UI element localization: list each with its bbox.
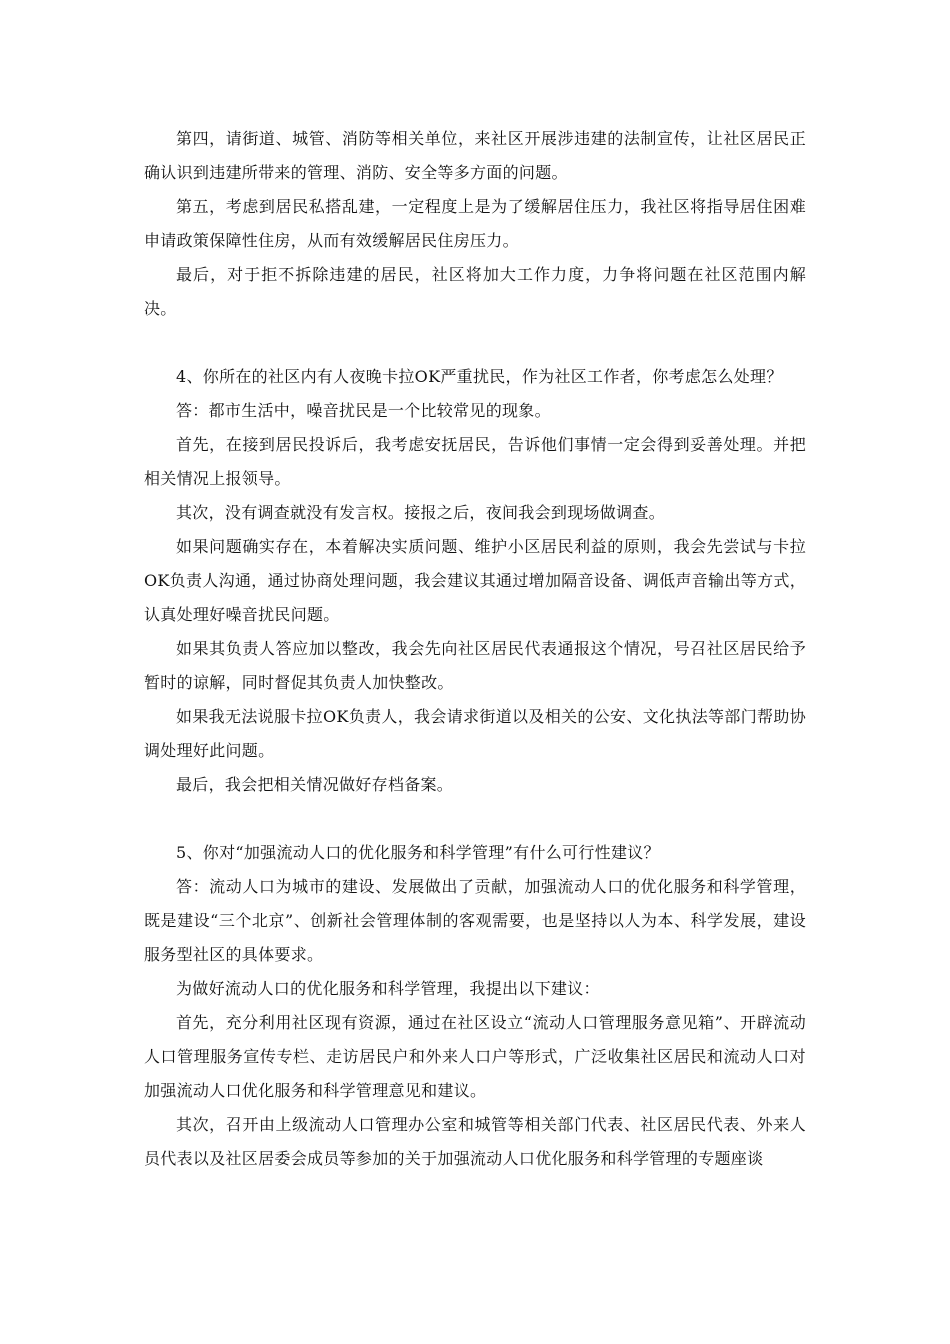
answer-4-if-agrees: 如果其负责人答应加以整改，我会先向社区居民代表通报这个情况，号召社区居民给予暂时的谅解，同时督促其负责人加快整改。: [144, 639, 806, 692]
paragraph-finally: 最后，对于拒不拆除违建的居民，社区将加大工作力度，力争将问题在社区范围内解决。: [144, 265, 806, 318]
section-gap: [144, 326, 806, 360]
question-5: 5、你对“加强流动人口的优化服务和科学管理”有什么可行性建议？: [176, 843, 660, 862]
answer-4-if-fails: 如果我无法说服卡拉OK负责人，我会请求街道以及相关的公安、文化执法等部门帮助协调处理好此问题。: [144, 707, 806, 760]
answer-5-second: 其次，召开由上级流动人口管理办公室和城管等相关部门代表、社区居民代表、外来人员代表以及社区居委会成员等参加的关于加强流动人口优化服务和科学管理的专题座谈: [144, 1115, 806, 1168]
section-gap: [144, 802, 806, 836]
question-4: 4、你所在的社区内有人夜晚卡拉OK严重扰民，作为社区工作者，你考虑怎么处理？: [176, 367, 783, 386]
answer-4-second: 其次，没有调查就没有发言权。接报之后，夜间我会到现场做调查。: [176, 503, 666, 522]
paragraph-point-five: 第五，考虑到居民私搭乱建，一定程度上是为了缓解居住压力，我社区将指导居住困难申请政策保障性住房，从而有效缓解居民住房压力。: [144, 197, 806, 250]
answer-5-first: 首先，充分利用社区现有资源，通过在社区设立“流动人口管理服务意见箱”、开辟流动人口管理服务宣传专栏、走访居民户和外来人口户等形式，广泛收集社区居民和流动人口对加强流动人口优化服务和科学管理意见和建议。: [144, 1013, 806, 1100]
answer-4-intro: 答：都市生活中，噪音扰民是一个比较常见的现象。: [176, 401, 551, 420]
paragraph-point-four: 第四，请街道、城管、消防等相关单位，来社区开展涉违建的法制宣传，让社区居民正确认识到违建所带来的管理、消防、安全等多方面的问题。: [144, 129, 806, 182]
answer-4-if-exists: 如果问题确实存在，本着解决实质问题、维护小区居民利益的原则，我会先尝试与卡拉OK负责人沟通，通过协商处理问题，我会建议其通过增加隔音设备、调低声音输出等方式，认真处理好噪音扰民问题。: [144, 537, 806, 624]
answer-4-finally: 最后，我会把相关情况做好存档备案。: [176, 775, 454, 794]
answer-5-suggestions: 为做好流动人口的优化服务和科学管理，我提出以下建议：: [176, 979, 600, 998]
answer-5-intro: 答：流动人口为城市的建设、发展做出了贡献，加强流动人口的优化服务和科学管理，既是建设“三个北京”、创新社会管理体制的客观需要，也是坚持以人为本、科学发展，建设服务型社区的具体要求。: [144, 877, 806, 964]
answer-4-first: 首先，在接到居民投诉后，我考虑安抚居民，告诉他们事情一定会得到妥善处理。并把相关情况上报领导。: [144, 435, 806, 488]
